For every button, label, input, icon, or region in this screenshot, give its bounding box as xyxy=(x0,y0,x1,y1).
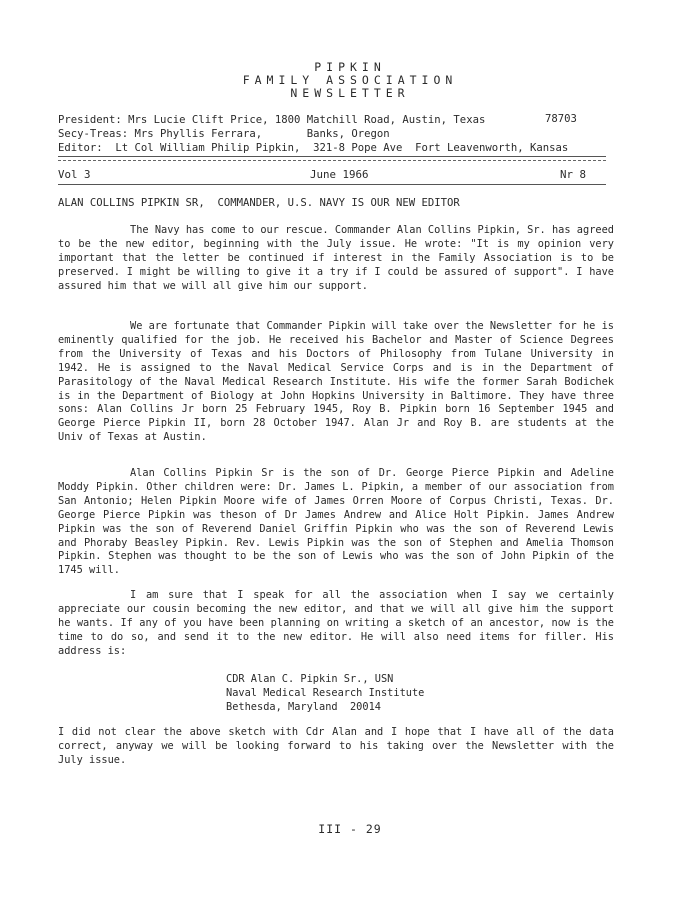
header-rule-top xyxy=(58,156,606,157)
president-line: President: Mrs Lucie Clift Price, 1800 Matchill Road, Austin, Texas xyxy=(58,114,486,126)
masthead-newsletter: NEWSLETTER xyxy=(290,86,410,100)
header-rule-bottom xyxy=(58,184,606,185)
secretary-treasurer-line: Secy-Treas: Mrs Phyllis Ferrara, Banks, Oregon xyxy=(58,128,390,140)
president-zip: 78703 xyxy=(545,113,577,125)
editor-line: Editor: Lt Col William Philip Pipkin, 321-8 Pope Ave Fort Leavenworth, Kansas xyxy=(58,142,569,154)
paragraph-text: The Navy has come to our rescue. Commander Alan Collins Pipkin, Sr. has agreed to be the new editor, beginning with the July issue. He wrote: "It is my opinion very important that the letter be continued if interest in the Family Association is to be preserved. I might be willing to give it a try if I could be assured of support". I have assured him that we will all give him our support. xyxy=(58,224,614,292)
paragraph-text: I did not clear the above sketch with Cdr Alan and I hope that I have all of the data correct, anyway we will be looking forward to his taking over the Newsletter with the July issue. xyxy=(58,726,614,766)
address-line-3: Bethesda, Maryland 20014 xyxy=(226,700,381,713)
masthead-pipkin: PIPKIN xyxy=(314,60,386,74)
paragraph-text: We are fortunate that Commander Pipkin will take over the Newsletter for he is eminently qualified for the job. He received his Bachelor and Master of Science Degrees from the University of Texas and his Doctors of Philosophy from Tulane University in 1942. He is assigned to the Naval Medical Service Corps and is in the Department of Parasitology of the Naval Medical Research Institute. His wife the former Sarah Bodichek is in the Department of Biology at John Hopkins University in Baltimore. They have three sons: Alan Collins Jr born 25 February 1945, Roy B. Pipkin born 16 September 1945 and George Pierce Pipkin II, born 28 October 1947. Alan Jr and Roy B. are students at the Univ of Texas at Austin. xyxy=(58,320,614,444)
editor-address xyxy=(226,673,424,715)
headline: ALAN COLLINS PIPKIN SR, COMMANDER, U.S. NAVY IS OUR NEW EDITOR xyxy=(58,197,460,209)
volume-label: Vol 3 xyxy=(58,168,91,181)
page-number: III - 29 xyxy=(318,822,382,836)
header-rule-dashed xyxy=(58,160,606,161)
paragraph-1 xyxy=(58,224,614,294)
paragraph-text: Alan Collins Pipkin Sr is the son of Dr. George Pierce Pipkin and Adeline Moddy Pipkin. Other children were: Dr. James L. Pipkin, a member of our association from San Antonio; Helen Pipkin Moore wife of James Orren Moore of Corpus Christi, Texas. Dr. George Pierce Pipkin was theson of Dr James Andrew and Alice Holt Pipkin. James Andrew Pipkin was the son of Reverend Daniel Griffin Pipkin who was the son of Reverend Lewis and Phoraby Beasley Pipkin. Rev. Lewis Pipkin was the son of Stephen and Amelia Thomson Pipkin. Stephen was thought to be the son of Lewis who was the son of John Pipkin of the 1745 will. xyxy=(58,467,614,577)
paragraph-2 xyxy=(58,320,614,445)
paragraph-4 xyxy=(58,589,614,659)
address-line-2: Naval Medical Research Institute xyxy=(226,686,425,699)
closing-paragraph xyxy=(58,726,614,768)
masthead-family-association: FAMILY ASSOCIATION xyxy=(242,73,458,87)
issue-number: Nr 8 xyxy=(560,168,587,181)
paragraph-3 xyxy=(58,467,614,578)
issue-date: June 1966 xyxy=(310,168,369,181)
paragraph-text: I am sure that I speak for all the association when I say we certainly appreciate our cousin becoming the new editor, and that we will all give him the support he wants. If any of you have been planning on writing a sketch of an ancestor, now is the time to do so, and send it to the new editor. He will also need items for filler. His address is: xyxy=(58,589,614,657)
address-line-1: CDR Alan C. Pipkin Sr., USN xyxy=(226,673,394,685)
